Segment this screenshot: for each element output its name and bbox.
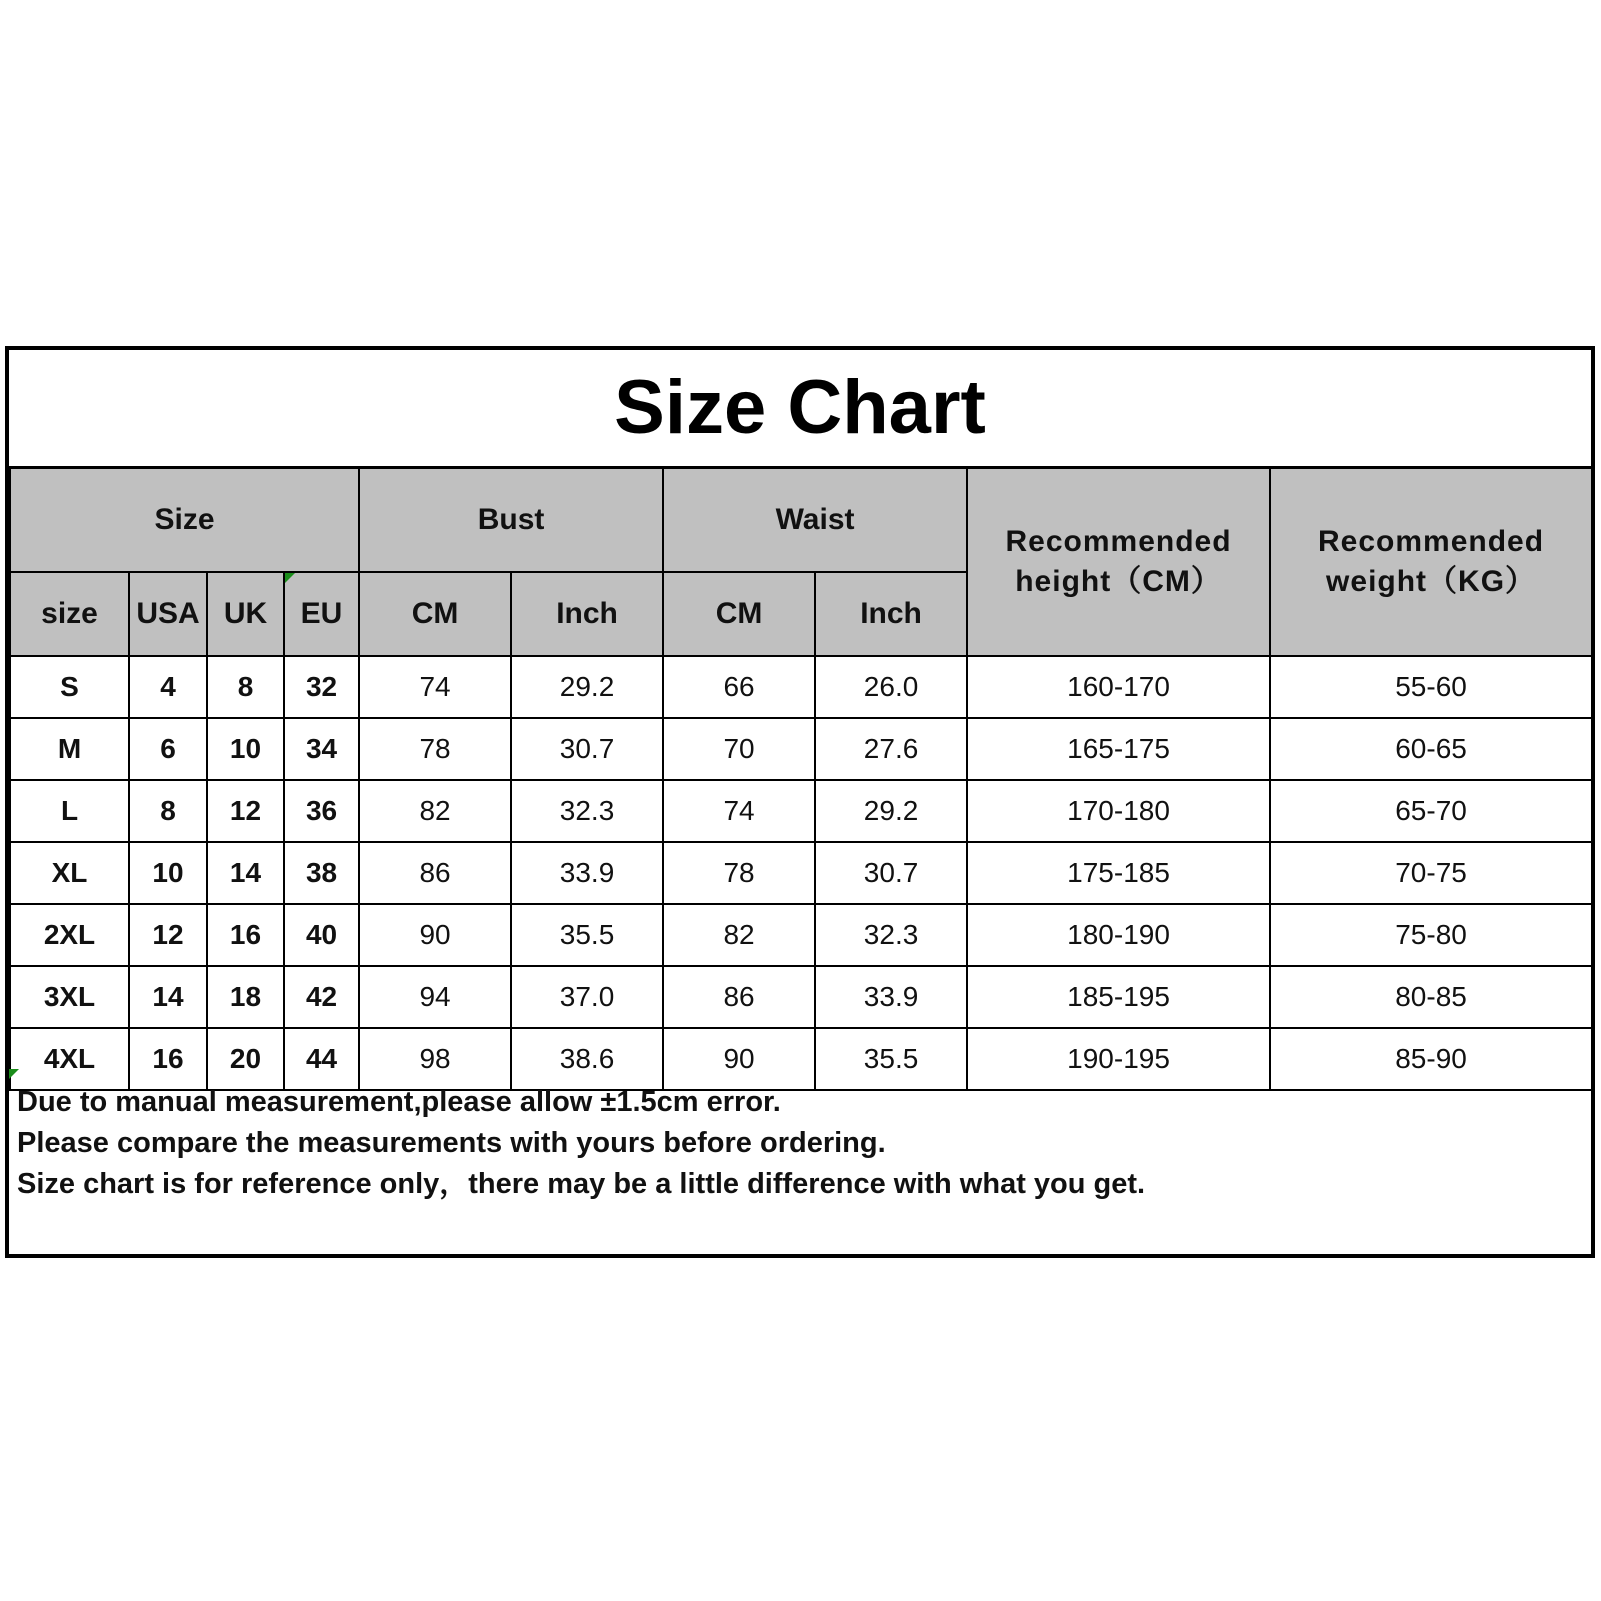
- table-row: [10, 780, 1592, 842]
- cell-size: M: [10, 718, 129, 780]
- cell-usa: 10: [129, 842, 207, 904]
- cell-usa: 12: [129, 904, 207, 966]
- group-waist-header: Waist: [663, 468, 967, 573]
- cell-weight: 55-60: [1270, 656, 1592, 718]
- cell-height: 185-195: [967, 966, 1270, 1028]
- cell-weight: 80-85: [1270, 966, 1592, 1028]
- cell-eu: 34: [284, 718, 359, 780]
- size-table: [9, 466, 1593, 1091]
- cell-uk: 20: [207, 1028, 284, 1090]
- cell-waist-inch: 33.9: [815, 966, 967, 1028]
- table-row: [10, 1028, 1592, 1090]
- cell-waist-inch: 30.7: [815, 842, 967, 904]
- cell-usa: 14: [129, 966, 207, 1028]
- note-line: Due to manual measurement,please allow ±1.5cm error.: [17, 1086, 781, 1118]
- sub-header-bust-inch: Inch: [511, 572, 663, 656]
- cell-bust-inch: 37.0: [511, 966, 663, 1028]
- sub-header-eu: [284, 572, 359, 656]
- recommended-weight-header: [1270, 468, 1592, 657]
- cell-weight: 65-70: [1270, 780, 1592, 842]
- cell-marker: [285, 573, 295, 583]
- cell-waist-inch: 27.6: [815, 718, 967, 780]
- sub-header-uk: UK: [207, 572, 284, 656]
- cell-waist-cm: 74: [663, 780, 815, 842]
- cell-bust-inch: 35.5: [511, 904, 663, 966]
- cell-weight: 60-65: [1270, 718, 1592, 780]
- cell-height: 175-185: [967, 842, 1270, 904]
- cell-waist-inch: 35.5: [815, 1028, 967, 1090]
- sub-header-waist-cm: CM: [663, 572, 815, 656]
- cell-usa: 16: [129, 1028, 207, 1090]
- cell-waist-cm: 66: [663, 656, 815, 718]
- cell-size: S: [10, 656, 129, 718]
- table-row: [10, 656, 1592, 718]
- cell-size: 3XL: [10, 966, 129, 1028]
- cell-bust-inch: 29.2: [511, 656, 663, 718]
- sub-header-bust-cm: CM: [359, 572, 511, 656]
- cell-eu: 40: [284, 904, 359, 966]
- cell-weight: 70-75: [1270, 842, 1592, 904]
- cell-height: 165-175: [967, 718, 1270, 780]
- group-bust-header: Bust: [359, 468, 663, 573]
- recommended-weight-line1: Recommended: [1318, 525, 1545, 558]
- table-row: [10, 904, 1592, 966]
- cell-weight: 75-80: [1270, 904, 1592, 966]
- recommended-height-line2: height（CM）: [1015, 565, 1222, 598]
- cell-height: 180-190: [967, 904, 1270, 966]
- cell-eu: 42: [284, 966, 359, 1028]
- note-line: Size chart is for reference only，there may be a little difference with what you get.: [17, 1168, 1146, 1200]
- sub-header-eu-label: EU: [300, 597, 343, 630]
- cell-weight: 85-90: [1270, 1028, 1592, 1090]
- recommended-height-header: [967, 468, 1270, 657]
- sub-header-usa: USA: [129, 572, 207, 656]
- recommended-height-line1: Recommended: [1005, 525, 1232, 558]
- cell-waist-cm: 78: [663, 842, 815, 904]
- cell-size: 2XL: [10, 904, 129, 966]
- cell-waist-cm: 82: [663, 904, 815, 966]
- cell-bust-inch: 30.7: [511, 718, 663, 780]
- cell-uk: 8: [207, 656, 284, 718]
- note-line: Please compare the measurements with yours before ordering.: [17, 1127, 886, 1159]
- header-row-groups: [10, 468, 1592, 573]
- cell-waist-cm: 86: [663, 966, 815, 1028]
- cell-uk: 12: [207, 780, 284, 842]
- cell-usa: 4: [129, 656, 207, 718]
- cell-bust-cm: 74: [359, 656, 511, 718]
- cell-bust-cm: 98: [359, 1028, 511, 1090]
- cell-usa: 8: [129, 780, 207, 842]
- size-chart: [5, 346, 1595, 1258]
- sub-header-size: size: [10, 572, 129, 656]
- table-row: [10, 842, 1592, 904]
- cell-size: XL: [10, 842, 129, 904]
- cell-height: 160-170: [967, 656, 1270, 718]
- cell-eu: 32: [284, 656, 359, 718]
- cell-eu: 38: [284, 842, 359, 904]
- cell-size: 4XL: [10, 1028, 129, 1090]
- cell-bust-cm: 94: [359, 966, 511, 1028]
- cell-waist-cm: 90: [663, 1028, 815, 1090]
- cell-bust-inch: 38.6: [511, 1028, 663, 1090]
- cell-eu: 36: [284, 780, 359, 842]
- cell-waist-inch: 32.3: [815, 904, 967, 966]
- cell-uk: 18: [207, 966, 284, 1028]
- cell-waist-cm: 70: [663, 718, 815, 780]
- cell-uk: 10: [207, 718, 284, 780]
- cell-uk: 16: [207, 904, 284, 966]
- cell-bust-cm: 86: [359, 842, 511, 904]
- cell-size: L: [10, 780, 129, 842]
- cell-eu: 44: [284, 1028, 359, 1090]
- cell-marker: [9, 1069, 19, 1079]
- cell-waist-inch: 26.0: [815, 656, 967, 718]
- cell-bust-cm: 90: [359, 904, 511, 966]
- group-size-header: Size: [10, 468, 359, 573]
- cell-height: 190-195: [967, 1028, 1270, 1090]
- cell-uk: 14: [207, 842, 284, 904]
- recommended-weight-line2: weight（KG）: [1326, 565, 1537, 598]
- table-row: [10, 718, 1592, 780]
- cell-usa: 6: [129, 718, 207, 780]
- notes: [17, 1082, 1583, 1205]
- cell-bust-inch: 33.9: [511, 842, 663, 904]
- sub-header-waist-inch: Inch: [815, 572, 967, 656]
- cell-waist-inch: 29.2: [815, 780, 967, 842]
- chart-title: Size Chart: [614, 365, 986, 450]
- cell-height: 170-180: [967, 780, 1270, 842]
- cell-bust-cm: 78: [359, 718, 511, 780]
- cell-bust-cm: 82: [359, 780, 511, 842]
- table-row: [10, 966, 1592, 1028]
- cell-bust-inch: 32.3: [511, 780, 663, 842]
- table-body: [10, 656, 1592, 1090]
